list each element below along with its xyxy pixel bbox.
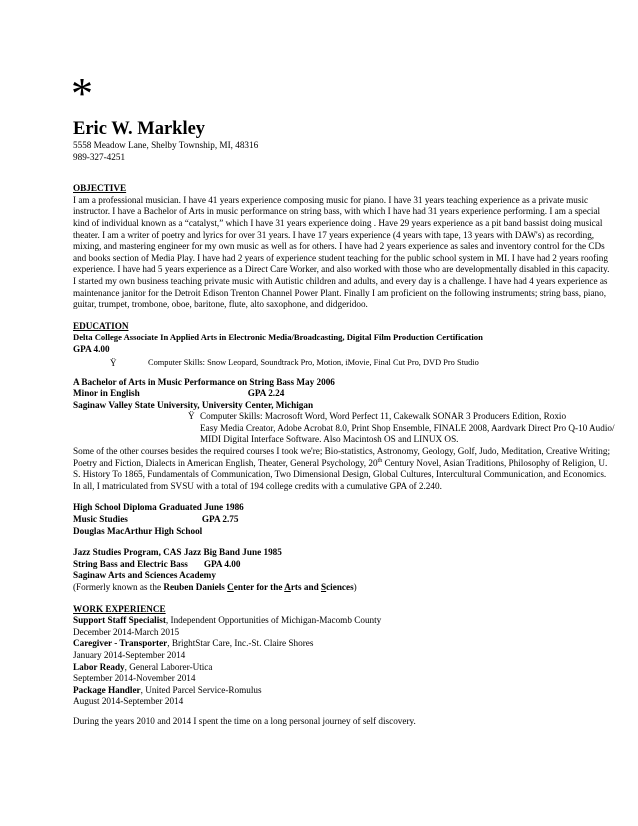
applicant-name: Eric W. Markley: [73, 119, 206, 139]
svsu-skills-line: MIDI Digital Interface Software. Also Macintosh OS and LINUX OS.: [200, 434, 459, 445]
education-heading: EDUCATION: [73, 320, 129, 331]
svsu-degree: A Bachelor of Arts in Music Performance on String Bass May 2006: [73, 376, 335, 387]
objective-line: kind of individual known as a “catalyst,” which I have 31 years experience doing . Have 29 years experience as a pit band bassist doing musical: [73, 217, 603, 228]
bullet-icon: Ÿ: [188, 411, 195, 422]
delta-college-title: Delta College Associate In Applied Arts in Electronic Media/Broadcasting, Digital Film Production Certification: [73, 332, 483, 343]
job-title-line: [73, 662, 585, 674]
objective-line: I started my own business teaching private music with Autistic children and adults, and every day is a challenge. I have had 4 years experience as: [73, 275, 608, 286]
job-dates: January 2014-September 2014: [73, 649, 186, 660]
svsu-minor-label: Minor in English: [73, 388, 140, 399]
svsu-skills-line: Easy Media Creator, Adobe Acrobat 8.0, Print Shop Ensemble, FINALE 2008, Aardvark Direct Pro Q-10 Audio/: [200, 422, 615, 433]
objective-line: experience. I have had 5 years experience as a Direct Care Worker, and also worked with those who are developmentally disabled in this capacity.: [73, 264, 610, 275]
phone: 989-327-4251: [73, 151, 126, 162]
delta-college-gpa: GPA 4.00: [73, 343, 110, 354]
hs-diploma: High School Diploma Graduated June 1986: [73, 502, 244, 513]
delta-college-skills: [73, 356, 585, 369]
objective-text: [73, 194, 610, 311]
svsu-gpa: GPA 2.24: [247, 388, 285, 399]
jazz-gpa: GPA 4.00: [203, 558, 241, 569]
job-employer: , BrightStar Care, Inc.-St. Claire Shores: [167, 638, 314, 649]
svsu-skills-line: Computer Skills: Macrosoft Word, Word Perfect 11, Cakewalk SONAR 3 Producers Edition, Roxio: [200, 411, 567, 422]
asterisk-decoration: *: [71, 69, 93, 118]
objective-line: instructor. I have a Bachelor of Arts in music performance on string bass, with which I have had 31 years experience performing. I am a special: [73, 206, 601, 217]
objective-line: I am a professional musician. I have 41 years experience composing music for piano. I have 31 years teaching experience as a private music: [73, 194, 589, 205]
formerly-known-as: (Formerly known as the Reuben Daniels Center for the Arts and Sciences): [73, 582, 357, 592]
job-title: Labor Ready: [73, 661, 125, 672]
courses-line: Poetry and Fiction, Dialects in American English, Theater, General Psychology, 20th Century Novel, Asian Traditions, Philosophy of Religion, U.: [73, 457, 608, 468]
job-title-line: [73, 638, 585, 650]
job-employer: , United Parcel Service-Romulus: [140, 684, 262, 695]
job-title-line: [73, 685, 585, 697]
objective-line: maintenance janitor for the Detroit Edison Trenton Channel Power Plant. Finally I am proficient on the following instruments; string bass, piano,: [73, 287, 607, 298]
job-employer: , Independent Opportunities of Michigan-Macomb County: [165, 615, 382, 626]
hs-studies-label: Music Studies: [73, 514, 128, 525]
svsu-courses: [73, 446, 611, 492]
job-title-line: [73, 615, 585, 627]
courses-line: S. History To 1865, Fundamentals of Communication, Two Dimensional Design, Global Cultures, Intercultural Communication, and Economics.: [73, 469, 607, 480]
job-title: Caregiver - Transporter: [73, 638, 168, 649]
bullet-icon: Ÿ: [110, 357, 117, 368]
svsu-skills: [73, 411, 615, 446]
job-dates: December 2014-March 2015: [73, 626, 180, 637]
job-employer: , General Laborer-Utica: [124, 661, 213, 672]
jazz-academy: Saginaw Arts and Sciences Academy: [73, 570, 216, 581]
courses-line: Some of the other courses besides the required courses I took we're; Bio-statistics, Astronomy, Geology, Golf, Judo, Meditation, Creative Writing;: [73, 446, 611, 457]
resume-page: [71, 69, 615, 728]
delta-college-skills-text: Computer Skills: Snow Leopard, Soundtrack Pro, Motion, iMovie, Final Cut Pro, DVD Pro Studio: [148, 357, 479, 367]
objective-line: guitar, trumpet, trombone, oboe, baritone, flute, alto saxophone, and didgeridoo.: [73, 299, 368, 310]
objective-line: mixing, and mastering engineer for my own music as well as for others. I have had 2 years experience as sales and inventory control for the CDs: [73, 241, 605, 252]
jazz-bass: [73, 559, 585, 571]
objective-line: theater. I am a writer of poetry and lyrics for over 31 years. I have 17 years experience (4 years with tape, 13 years with DAW's) as recording,: [73, 229, 595, 240]
closing-statement: During the years 2010 and 2014 I spent the time on a long personal journey of self discovery.: [73, 715, 416, 726]
hs-name: Douglas MacArthur High School: [73, 525, 203, 536]
courses-line: In all, I matriculated from SVSU with a total of 194 college credits with a cumulative GPA of 2.240.: [73, 480, 442, 491]
hs-studies: [73, 514, 585, 526]
objective-heading: OBJECTIVE: [73, 183, 127, 194]
jazz-bass-label: String Bass and Electric Bass: [73, 558, 188, 569]
job-dates: September 2014-November 2014: [73, 673, 196, 684]
svsu-name: Saginaw Valley State University, University Center, Michigan: [73, 399, 314, 410]
address: 5558 Meadow Lane, Shelby Township, MI, 48316: [73, 140, 259, 150]
work-experience-heading: WORK EXPERIENCE: [73, 603, 166, 614]
objective-line: and books section of Media Play. I have had 2 years of experience student teaching for the public school system in MI. I have had 2 years roofing: [73, 252, 608, 263]
hs-gpa: GPA 2.75: [201, 514, 239, 525]
job-title: Package Handler: [73, 684, 141, 695]
job-dates: August 2014-September 2014: [73, 696, 184, 707]
job-title: Support Staff Specialist: [73, 615, 166, 626]
svsu-minor: [73, 388, 585, 400]
jazz-program: Jazz Studies Program, CAS Jazz Big Band June 1985: [73, 547, 282, 558]
